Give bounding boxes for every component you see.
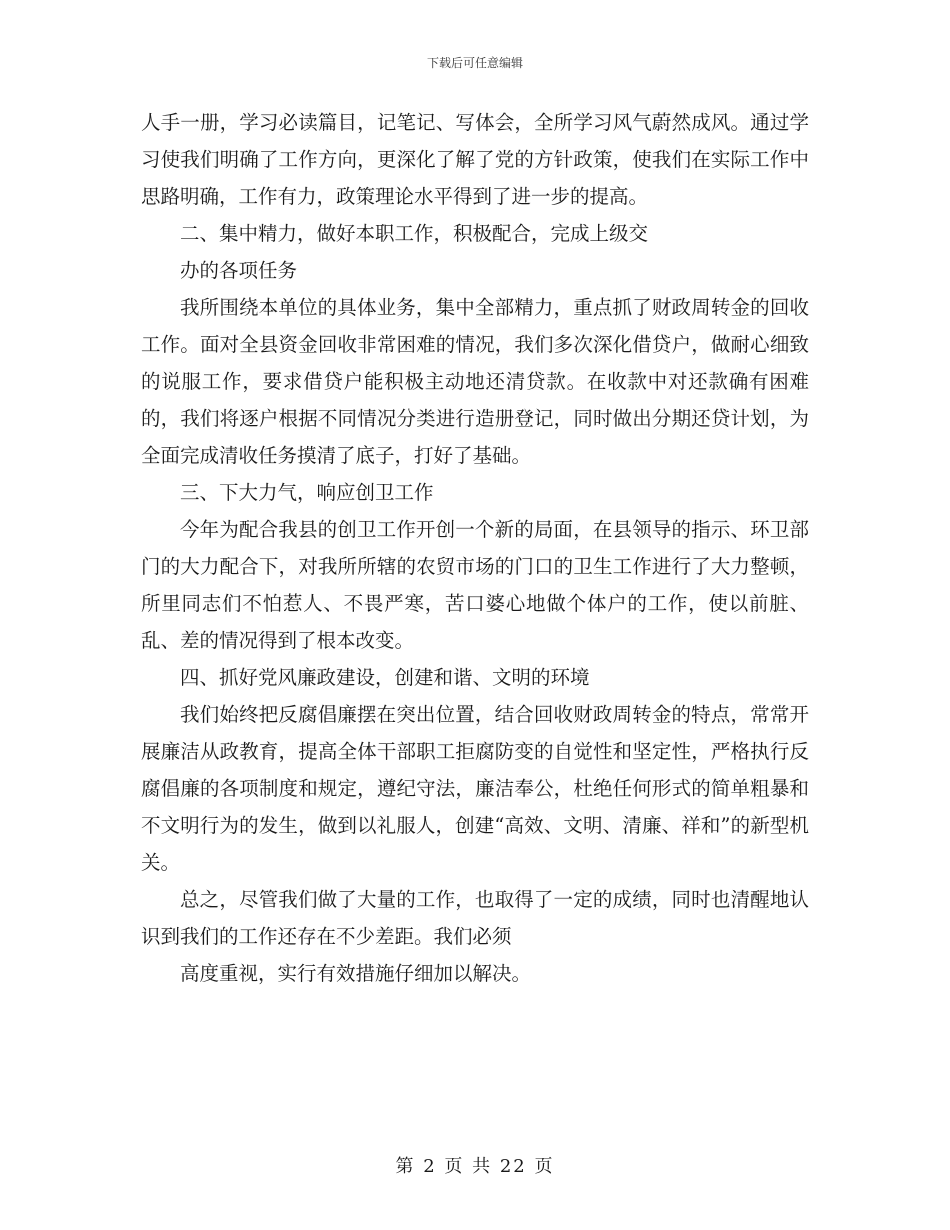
paragraph-study-summary: 人手一册，学习必读篇目，记笔记、写体会，全所学习风气蔚然成风。通过学习使我们明确了工作方向，更深化了解了党的方针政策，使我们在实际工作中思路明确，工作有力，政策理论水平得到了进一步的提高。	[141, 111, 809, 208]
section-heading-4: 四、抓好党风廉政建设，创建和谐、文明的环境	[180, 666, 590, 689]
section-heading-2-line-2: 办的各项任务	[180, 259, 298, 282]
section-heading-3: 三、下大力气，响应创卫工作	[180, 481, 434, 504]
paragraph-sanitation: 今年为配合我县的创卫工作开创一个新的局面，在县领导的指示、环卫部门的大力配合下，对我所所辖的农贸市场的门口的卫生工作进行了大力整顿，所里同志们不怕惹人、不畏严寒，苦口婆心地做个体户的工作，使以前脏、乱、差的情况得到了根本改变。	[141, 518, 809, 652]
document-body	[141, 104, 809, 992]
section-heading-2-line-1: 二、集中精力，做好本职工作，积极配合，完成上级交	[180, 222, 649, 245]
page-number: 第 2 页 共 22 页	[395, 1156, 555, 1177]
paragraph-fund-recovery: 我所围绕本单位的具体业务，集中全部精力，重点抓了财政周转金的回收工作。面对全县资金回收非常困难的情况，我们多次深化借贷户，做耐心细致的说服工作，要求借贷户能积极主动地还清贷款。在收款中对还款确有困难的，我们将逐户根据不同情况分类进行造册登记，同时做出分期还贷计划，为全面完成清收任务摸清了底子，打好了基础。	[141, 296, 809, 467]
paragraph-integrity: 我们始终把反腐倡廉摆在突出位置，结合回收财政周转金的特点，常常开展廉洁从政教育，提高全体干部职工拒腐防变的自觉性和坚定性，严格执行反腐倡廉的各项制度和规定，遵纪守法，廉洁奉公，杜绝任何形式的简单粗暴和不文明行为的发生，做到以礼服人，创建“高效、文明、清廉、祥和”的新型机关。	[141, 703, 809, 874]
paragraph-conclusion-end: 高度重视，实行有效措施仔细加以解决。	[180, 962, 532, 985]
paragraph-conclusion: 总之，尽管我们做了大量的工作，也取得了一定的成绩，同时也清醒地认识到我们的工作还存在不少差距。我们必须	[141, 888, 809, 948]
page-header-note: 下载后可任意编辑	[426, 56, 523, 70]
